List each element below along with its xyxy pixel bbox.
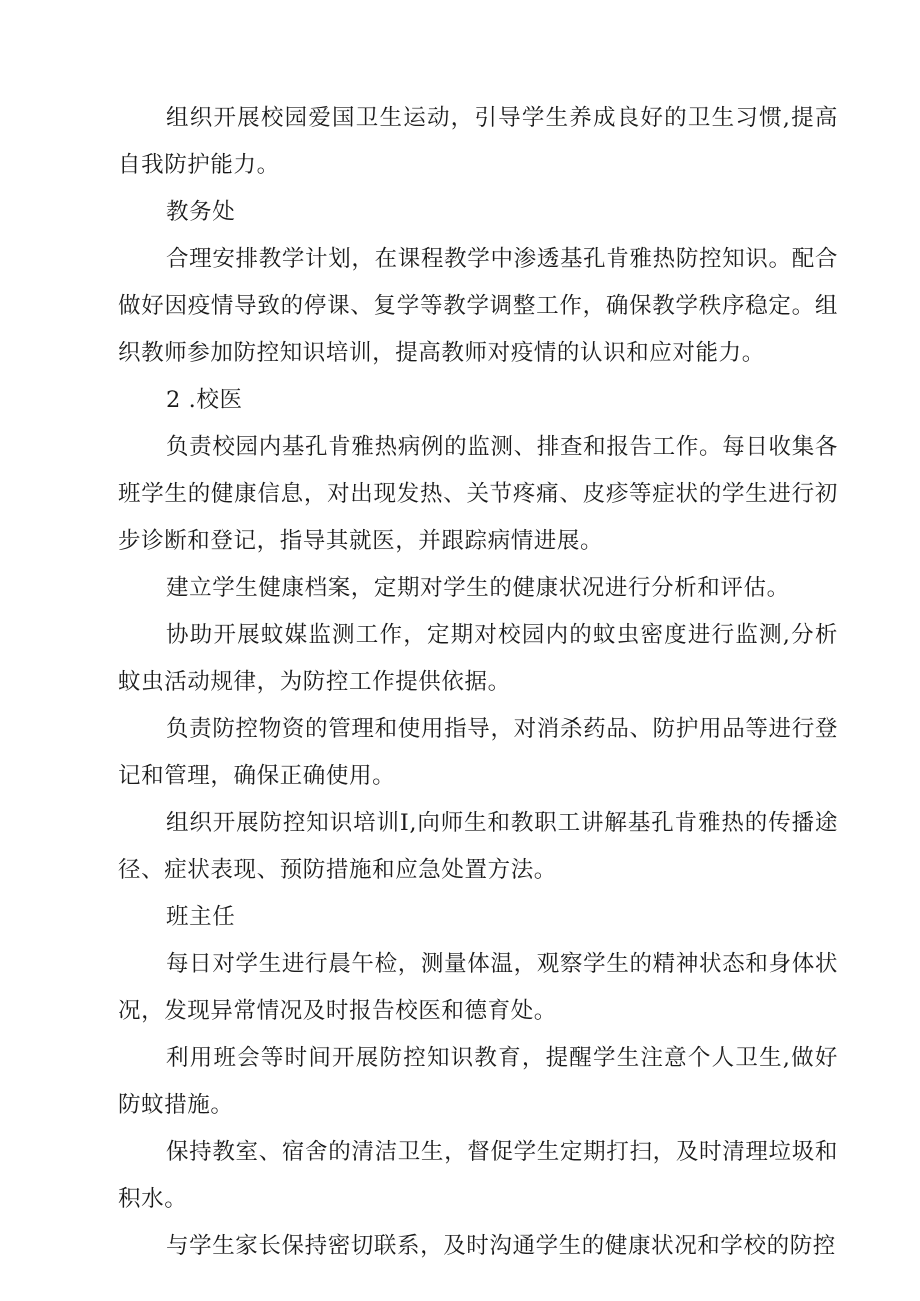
paragraph-daily-checks: 每日对学生进行晨午检，测量体温，观察学生的精神状态和身体状况，发现异常情况及时报告校医和德育处。 [118, 951, 838, 1024]
paragraph-mosquito-monitoring: 协助开展蚊媒监测工作，定期对校园内的蚊虫密度进行监测,分析蚊虫活动规律，为防控工作提供依据。 [118, 622, 838, 695]
paragraph-hygiene-campaign: 组织开展校园爱国卫生运动，引导学生养成良好的卫生习惯,提高自我防护能力。 [118, 105, 838, 178]
paragraph-class-meetings: 利用班会等时间开展防控知识教育，提醒学生注意个人卫生,做好防蚊措施。 [118, 1045, 838, 1118]
heading-school-doctor: 2 .校医 [166, 387, 243, 413]
paragraph-health-records: 建立学生健康档案，定期对学生的健康状况进行分析和评估。 [166, 575, 790, 601]
paragraph-parent-contact: 与学生家长保持密切联系，及时沟通学生的健康状况和学校的防控 [166, 1233, 836, 1259]
paragraph-cleanliness: 保持教室、宿舍的清洁卫生，督促学生定期打扫，及时清理垃圾和积水。 [118, 1139, 838, 1212]
paragraph-supplies-management: 负责防控物资的管理和使用指导，对消杀药品、防护用品等进行登记和管理，确保正确使用。 [118, 716, 838, 789]
paragraph-teaching-plan: 合理安排教学计划，在课程教学中渗透基孔肯雅热防控知识。配合做好因疫情导致的停课、复学等教学调整工作，确保教学秩序稳定。组织教师参加防控知识培训，提高教师对疫情的认识和应对能力。 [118, 246, 838, 366]
heading-head-teacher: 班主任 [166, 904, 236, 930]
heading-academic-affairs: 教务处 [166, 199, 236, 225]
paragraph-knowledge-training: 组织开展防控知识培训I,向师生和教职工讲解基孔肯雅热的传播途径、症状表现、预防措施和应急处置方法。 [118, 810, 838, 883]
paragraph-case-monitoring: 负责校园内基孔肯雅热病例的监测、排查和报告工作。每日收集各班学生的健康信息，对出现发热、关节疼痛、皮疹等症状的学生进行初步诊断和登记，指导其就医，并跟踪病情进展。 [118, 434, 838, 554]
document-page [118, 95, 838, 1270]
